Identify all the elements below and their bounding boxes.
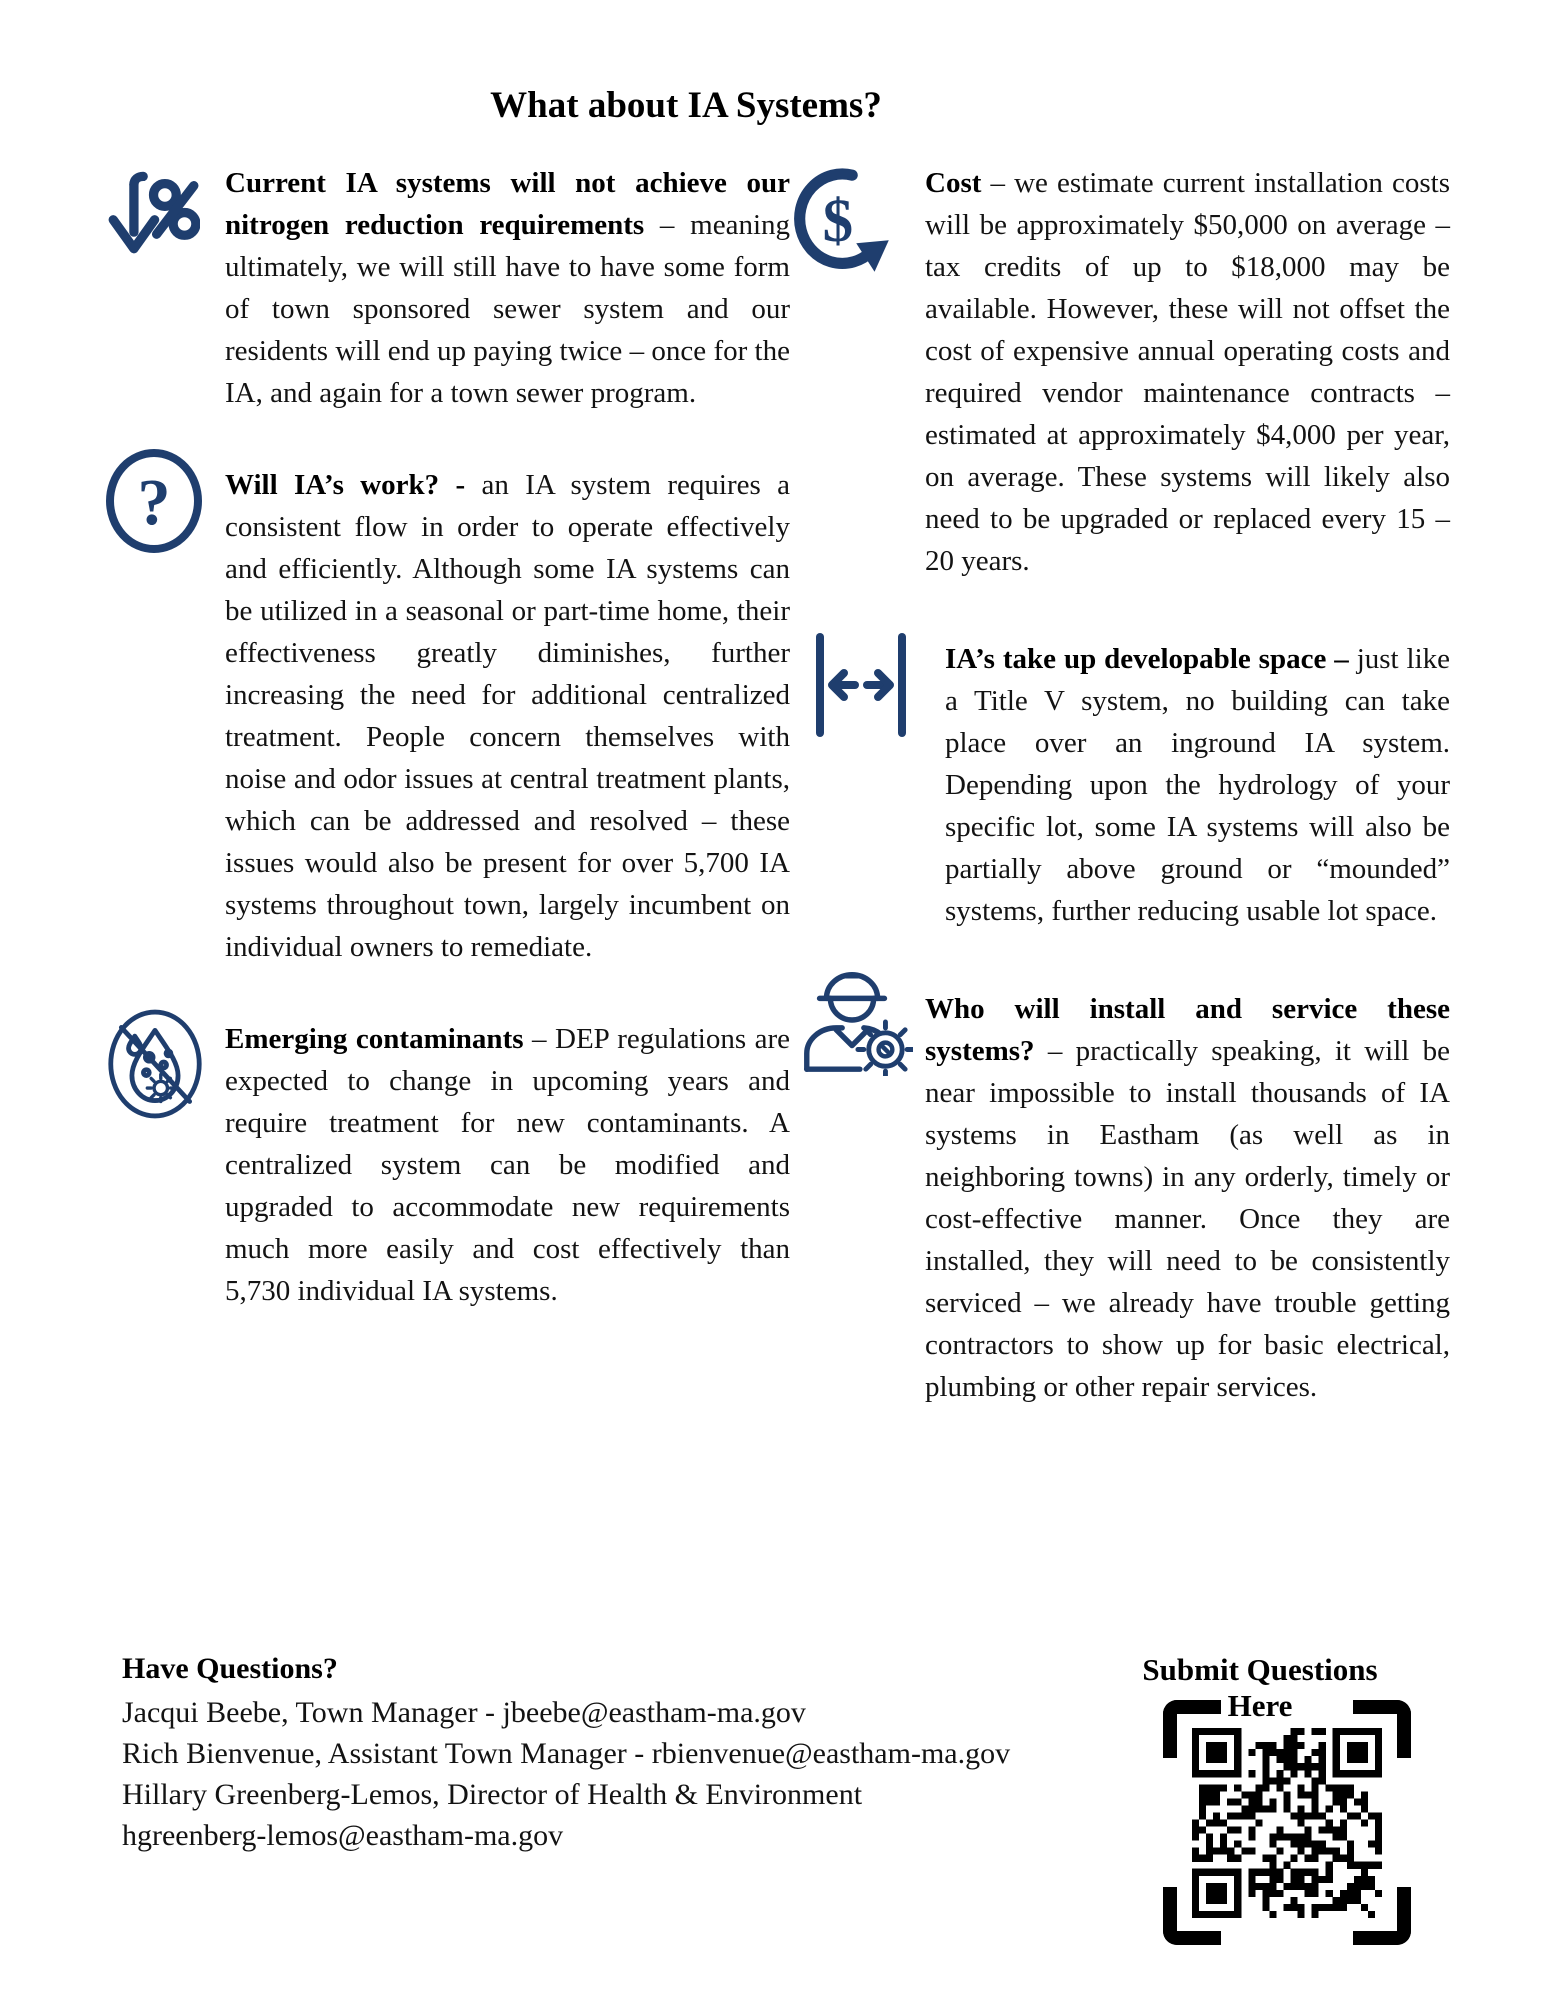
contact-block — [122, 1648, 1010, 1856]
paragraph-lead: Emerging contaminants — [225, 1023, 524, 1055]
paragraph-text — [925, 162, 1450, 582]
info-item-install-service — [793, 988, 1450, 1408]
qr-code — [1163, 1700, 1411, 1945]
question-mark-icon — [105, 448, 225, 559]
contact-line: Hillary Greenberg-Lemos, Director of Health & Environment — [122, 1778, 863, 1811]
qr-modules — [1192, 1728, 1382, 1918]
paragraph-text — [225, 464, 790, 968]
paragraph-lead: Cost — [925, 167, 982, 199]
info-item-nitrogen — [105, 162, 790, 414]
paragraph-text — [225, 162, 790, 414]
left-column — [105, 162, 790, 1362]
contact-line: Jacqui Beebe, Town Manager - jbeebe@eastham-ma.gov — [122, 1696, 806, 1729]
paragraph-lead: Who will install and service these systems? — [925, 993, 1450, 1067]
paragraph-lead: Current IA systems will not achieve our nitrogen reduction requirements — [225, 167, 790, 241]
svg-text:$: $ — [822, 188, 854, 256]
paragraph-text — [945, 638, 1450, 932]
contact-heading: Have Questions? — [122, 1652, 338, 1685]
paragraph-text — [925, 988, 1450, 1408]
paragraph-body: – meaning ultimately, we will still have to have some form of town sponsored sewer system and our residents will end up paying twice – once for the IA, and again for a town sewer program. — [225, 209, 790, 409]
paragraph-text — [225, 1018, 790, 1312]
installer-service-icon — [793, 964, 925, 1081]
paragraph-body: – we estimate current installation costs will be approximately $50,000 on average – tax credits of up to $18,000 may be available. However, these will not offset the cost of expensive annual operating costs and required vendor maintenance contracts – estimated at approximately $4,000 per year, on average. These systems will likely also need to be upgraded or replaced every 15 – 20 years. — [925, 167, 1450, 577]
right-column — [793, 162, 1450, 1464]
info-item-cost — [793, 162, 1450, 582]
paragraph-body: just like a Title V system, no building can take place over an inground IA system. Depending upon the hydrology of your specific lot, some IA systems will also be partially above ground or “mounded” systems, further reducing usable lot space. — [945, 643, 1450, 927]
paragraph-lead: Will IA’s work? - — [225, 469, 482, 501]
paragraph-lead: IA’s take up developable space – — [945, 643, 1357, 675]
cost-decrease-icon — [793, 166, 925, 293]
paragraph-body: – practically speaking, it will be near impossible to install thousands of IA systems in Eastham (as well as in neighboring towns) in any orderly, timely or cost-effective manner. Once they are installed, they will need to be consistently serviced – we already have trouble getting contractors to show up for basic electrical, plumbing or other repair services. — [925, 1035, 1450, 1403]
emerging-contaminants-icon — [105, 1006, 225, 1127]
info-item-contaminants — [105, 1018, 790, 1312]
svg-text:?: ? — [137, 466, 171, 539]
paragraph-body: an IA system requires a consistent flow in order to operate effectively and efficiently. Although some IA systems can be utilized in a seasonal or part-time home, their effectiveness greatly diminishes, further increasing the need for additional centralized treatment. People concern themselves with noise and odor issues at central treatment plants, which can be addressed and resolved – these issues would also be present for over 5,700 IA systems throughout town, largely incumbent on individual owners to remediate. — [225, 469, 790, 963]
info-item-will-ia-work — [105, 464, 790, 968]
contact-line: hgreenberg-lemos@eastham-ma.gov — [122, 1819, 564, 1852]
percent-decrease-icon — [105, 168, 225, 291]
paragraph-body: – DEP regulations are expected to change in upcoming years and require treatment for new contaminants. A centralized system can be modified and upgraded to accommodate new requirements much more easily and cost effectively than 5,730 individual IA systems. — [225, 1023, 791, 1307]
qr-section-label: Submit Questions Here — [1142, 1652, 1378, 1723]
contact-line: Rich Bienvenue, Assistant Town Manager - rbienvenue@eastham-ma.gov — [122, 1737, 1011, 1770]
page-title: What about IA Systems? — [490, 85, 882, 126]
info-item-developable-space — [793, 638, 1450, 932]
width-arrows-icon — [793, 628, 945, 747]
